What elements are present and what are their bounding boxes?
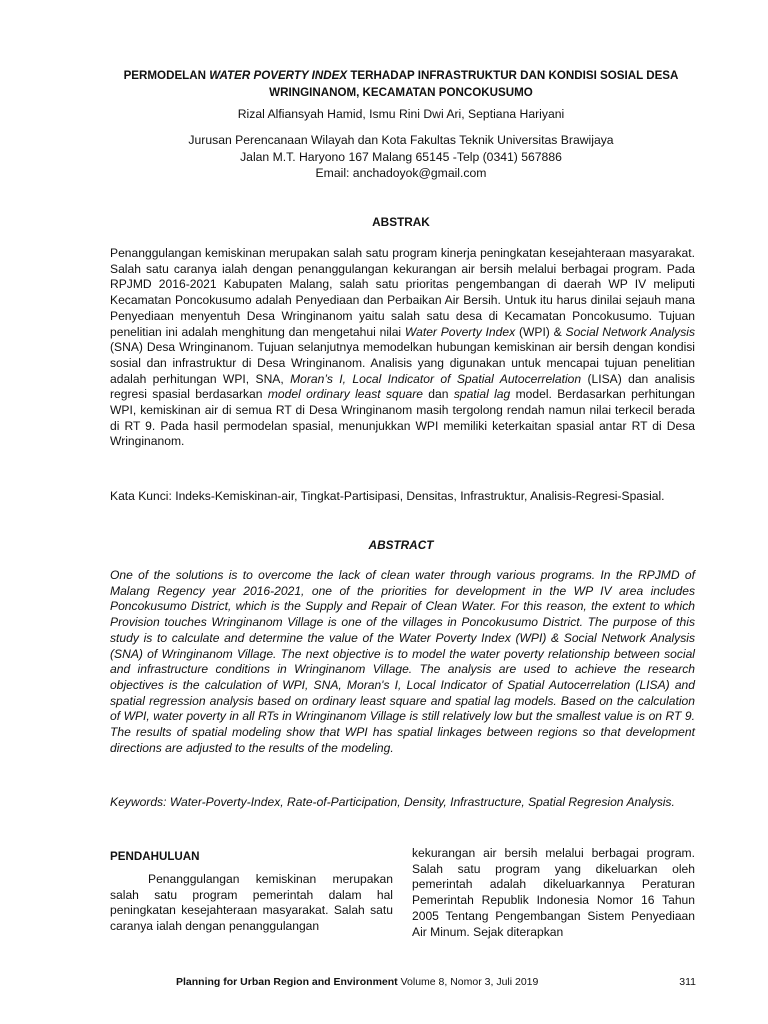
abstrak-text: (SNA) Desa Wringinanom. Tujuan selanjutnya memodelkan hubungan kemiskinan air bersih dengan kondisi sosial dan infrastruktur di Desa Wringinanom. Analisis yang digunakan untuk mencapai tujuan penelitian adalah perhitungan WPI, SNA,: [110, 340, 695, 386]
abstrak-italic: Water Poverty Index: [404, 324, 516, 339]
page-number: 311: [679, 976, 696, 988]
abstrak-heading: ABSTRAK: [372, 215, 430, 229]
section-heading: PENDAHULUAN: [110, 850, 200, 863]
abstrak-italic: Moran’s I, Local Indicator of Spatial Autocerrelation: [290, 371, 582, 386]
abstract-body: One of the solutions is to overcome the lack of clean water through various programs. In the RPJMD of Malang Regency year 2016-2021, one of the priorities for development in the WP IV area includes Poncokusumo District, which is the Supply and Repair of Clean Water. For this reason, the extent to which Provision touches Wringinanom Village is one of the villages in Poncokusumo District. The purpose of this study is to calculate and determine the value of the Water Poverty Index (WPI) & Social Network Analysis (SNA) of Wringinanom Village. The next objective is to model the water poverty relationship between social and infrastructure conditions in Wringinanom Village. The analysis are used to achieve the research objectives is the calculation of WPI, SNA, Moran's I, Local Indicator of Spatial Autocerrelation (LISA) and spatial regression analysis based on ordinary least square and spatial lag models. Based on the calculation of WPI, water poverty in all RTs in Wringinanom Village is still relatively low but the smallest value is on RT 9. The results of spatial modeling show that WPI has spatial linkages between regions so that development directions are adjusted to the results of the modeling.: [110, 568, 695, 755]
abstrak-italic: Social Network Analysis: [565, 324, 695, 339]
abstrak-text: model. Berdasarkan perhitungan WPI, kemiskinan air di semua RT di Desa Wringinanom masih tergolong rendah namun nilai terkecil berada di RT 9. Pada hasil permodelan spasial, menunjukkan WPI memiliki keterkaitan spasial antar RT di Desa Wringinanom.: [110, 387, 695, 449]
right-column: [412, 846, 695, 940]
affiliation: Jurusan Perencanaan Wilayah dan Kota Fakultas Teknik Universitas Brawijaya: [188, 133, 614, 147]
abstract-keywords: Keywords: Water-Poverty-Index, Rate-of-Participation, Density, Infrastructure, Spatial Regresion Analysis.: [110, 795, 675, 809]
paper-title: [100, 67, 702, 101]
title-part: TERHADAP INFRASTRUKTUR DAN KONDISI SOSIAL DESA WRINGINANOM, KECAMATAN PONCOKUSUMO: [269, 69, 679, 99]
right-column-text: kekurangan air bersih melalui berbagai program. Salah satu program yang dikeluarkan oleh pemerintah adalah dikeluarkannya Peraturan Pemerintah Republik Indonesia Nomor 16 Tahun 2005 Tentang Pengembangan Sistem Penyediaan Air Minum. Sejak diterapkan: [412, 846, 695, 939]
abstrak-text: dan: [422, 387, 454, 402]
abstrak-italic: model ordinary least square: [267, 387, 423, 402]
left-column-text: Penanggulangan kemiskinan merupakan salah satu program pemerintah dalam hal peningkatan kesejahteraan masyarakat. Salah satu caranya ialah dengan penanggulangan: [110, 872, 393, 934]
abstrak-text: (LISA) dan analisis regresi spasial berdasarkan: [110, 371, 695, 402]
title-italic-part: WATER POVERTY INDEX: [209, 69, 348, 82]
journal-volume: Volume 8, Nomor 3, Juli 2019: [397, 976, 539, 988]
address: Jalan M.T. Haryono 167 Malang 65145 -Telp (0341) 567886: [240, 149, 562, 164]
left-column: [110, 849, 393, 935]
abstrak-text: (WPI) &: [515, 324, 566, 339]
abstrak-body: [110, 246, 695, 450]
abstrak-keywords: Kata Kunci: Indeks-Kemiskinan-air, Tingkat-Partisipasi, Densitas, Infrastruktur, Analisis-Regresi-Spasial.: [110, 489, 665, 503]
journal-name: Planning for Urban Region and Environment: [176, 976, 398, 988]
abstrak-text: Penanggulangan kemiskinan merupakan salah satu program kinerja peningkatan kesejahteraan masyarakat. Salah satu caranya ialah dengan penanggulangan kekurangan air bersih melalui berbagai program. Pada RPJMD 2016-2021 Kabupaten Malang, salah satu prioritas pengembangan di daerah WP IV meliputi Kecamatan Poncokusumo adalah Penyediaan dan Perbaikan Air Bersih. Untuk itu harus dinilai sejauh mana Penyediaan menyentuh Desa Wringinanom yaitu salah satu desa di Kecamatan Poncokusumo. Tujuan penelitian ini adalah menghitung dan mengetahui nilai: [110, 246, 695, 339]
authors: Rizal Alfiansyah Hamid, Ismu Rini Dwi Ari, Septiana Hariyani: [237, 107, 565, 121]
email: Email: anchadoyok@gmail.com: [315, 166, 487, 180]
abstrak-italic: spatial lag: [453, 387, 511, 402]
abstract-heading: ABSTRACT: [368, 538, 434, 552]
page-footer: [176, 975, 696, 989]
title-part: PERMODELAN: [123, 69, 210, 82]
